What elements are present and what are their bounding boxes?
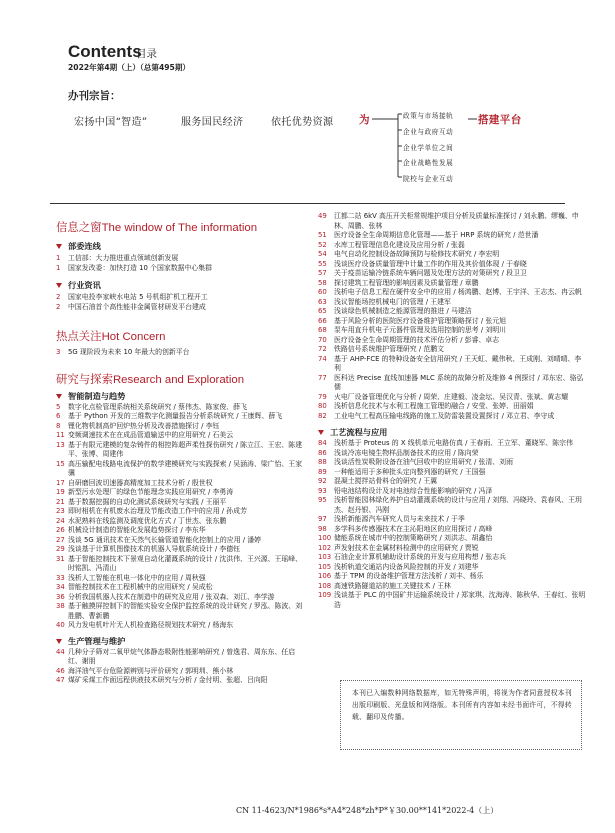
entry-title: 基于 TPM 的设备维护管理方法浅析 / 刘丰、杨乐 (334, 572, 484, 580)
aims-label: 办刊宗旨： (68, 90, 121, 102)
page-number: 74 (318, 354, 327, 363)
page-number: 55 (318, 259, 327, 268)
entry-title: 自研磨回波切速器高精度加工技术分析 / 殷世权 (68, 478, 213, 487)
toc-entry (318, 212, 586, 231)
toc-entry (318, 393, 586, 403)
page-number: 38 (56, 602, 65, 610)
entry-title: 浅析信息化技术与水利工程施工管理的融合 / 安莹、张婷、田丽娟 (334, 402, 534, 410)
toc-entry (56, 621, 306, 631)
page-number: 31 (56, 554, 65, 563)
section-heading-info: 信息之窗The window of The information (56, 222, 258, 234)
list-hot (56, 348, 306, 358)
entry-title: 浅谈基于计算机图像技术的机器人导航系统设计 / 李德钰 (68, 545, 241, 553)
toc-entry (56, 574, 306, 584)
toc-entry (56, 488, 306, 498)
subheading-industry: 行业资讯 (56, 280, 306, 291)
aims-wei: 为 (359, 114, 370, 126)
page-number: 63 (318, 297, 327, 306)
toc-entry (318, 534, 586, 544)
entry-title: 电气自动化控制设备故障预防与检修技术研究 / 李宏明 (334, 250, 500, 258)
toc-entry (56, 593, 306, 603)
page-number: 51 (318, 231, 327, 239)
entry-title: 机械设计制造的智能化发展趋势探讨 / 李东华 (68, 526, 206, 534)
entry-title: 一种能适用于多种批头定向整列器的研究 / 王国强 (334, 467, 486, 476)
page-number: 79 (318, 392, 327, 401)
toc-entry (56, 431, 306, 441)
entry-title: 火电厂设备管理优化与分析 / 周荣、庄建毅、凌金坛、吴汉青、张斌、黄志耀 (334, 392, 569, 401)
triangle-icon (56, 639, 62, 644)
page-number: 54 (318, 250, 327, 258)
page-number: 15 (56, 459, 65, 468)
page-number: 27 (56, 535, 65, 544)
page-number: 58 (318, 278, 327, 287)
list-industry (56, 293, 306, 312)
page-number: 109 (318, 591, 332, 599)
right-column (318, 212, 586, 610)
toc-entry (318, 374, 586, 393)
aims-line3: 依托优势资源 (271, 117, 334, 128)
triangle-icon (56, 283, 62, 288)
toc-entry (318, 553, 586, 563)
page-number: 92 (318, 477, 327, 485)
entry-title: 浅议智能场控机械电门的管理 / 王建军 (334, 297, 451, 306)
entry-title: 中国石油首个高性能非金属管材研发平台建成 (68, 302, 206, 311)
entry-title: 江都二站 6kV 高压开关柜常规维护项目分析及质量标准探讨 / 刘永鹏、缪巍、申林、周鹏、张林 (334, 212, 579, 230)
toc-entry (318, 439, 586, 449)
page-number: 2 (56, 302, 61, 311)
entry-title: 浅析电子信息工程在硬件安全中的应用 / 杨鸿鹏、赵博、王宇洋、王志杰、冉云帆 (334, 288, 582, 296)
entry-title: 基于触摸屏控制下的智能实验安全保护监控系统的设计研究 / 罗泓、陈波、刘胜鹏、曹新鹏 (68, 602, 303, 620)
page-number: 1 (56, 263, 61, 272)
entry-title: 多学科多传感器技术在主沁阳地区的应用探讨 / 高峰 (334, 524, 493, 533)
left-column (56, 221, 306, 686)
page-number: 98 (318, 524, 327, 533)
page-number: 97 (318, 515, 327, 523)
page-number: 105 (318, 562, 332, 571)
triangle-icon (56, 244, 62, 249)
branch-item: 企业与政府互动 (403, 128, 454, 136)
toc-entry (56, 303, 306, 313)
toc-entry (318, 336, 586, 346)
entry-title: 医疗设备全生命周期管理的技术评估分析 / 彭睿、卓志 (334, 335, 500, 344)
toc-entry (318, 288, 586, 298)
page-number: 93 (318, 486, 327, 495)
subheading-production: 生产管理与维护 (56, 636, 306, 647)
page-number: 1 (56, 254, 61, 262)
toc-entry (56, 254, 306, 264)
toc-entry (318, 260, 586, 270)
toc-entry (56, 545, 306, 555)
entry-title: 即时相机在有机废水治理及节能改造工作中的应用 / 孙成芳 (68, 507, 247, 515)
page-title: Contents (68, 42, 142, 61)
list-intelligent (56, 403, 306, 631)
toc-entry (318, 544, 586, 554)
entry-title: 医疗设备全生命周期信息化管理——基于 HRP 系统的研究 / 范世潘 (334, 231, 539, 239)
entry-title: 5G 现阶段为未来 10 年最大的创新平台 (68, 348, 190, 356)
toc-entry (56, 667, 306, 677)
toc-entry (56, 526, 306, 536)
toc-entry (56, 264, 306, 274)
page-number: 95 (318, 496, 327, 504)
triangle-icon (318, 430, 324, 435)
entry-title: 医科达 Precise 直线加速器 MLC 系统的故障分析及维修 4 例探讨 / 邓东宏、骆弘儒 (334, 373, 584, 391)
toc-entry (318, 402, 586, 412)
toc-entry (56, 460, 306, 479)
subheading-intelligent: 智能制造与趋势 (56, 391, 306, 402)
toc-entry (56, 676, 306, 686)
branch-item: 院校与企业互动 (403, 175, 454, 183)
page-number: 23 (56, 507, 65, 515)
entry-title: 泵车用直升机电子元器件管理及选用控制的思考 / 刘明川 (334, 326, 507, 334)
entry-title: 变频调速技术在在成品管道输送中的应用研究 / 石美云 (68, 431, 234, 439)
entry-title: 浅析智能园林绿化养护自动灌溉系统的设计与应用 / 刘翔、冯晓玲、袁春风、王玥杰、赵丹银、冯刚 (334, 496, 582, 514)
page-number: 70 (318, 335, 327, 344)
page-number: 65 (318, 307, 327, 315)
toc-entry (318, 487, 586, 497)
toc-entry (318, 241, 586, 251)
toc-entry (318, 326, 586, 336)
cn-code: CN 11-4623/N*1986*s*A4*248*zh*P*￥30.00**141*2022-4（上） (236, 806, 499, 815)
toc-entry (318, 563, 586, 573)
toc-entry (318, 355, 586, 374)
list-production (56, 648, 306, 686)
toc-entry (56, 412, 306, 422)
page-number: 57 (318, 269, 327, 277)
aims-platform: 搭建平台 (478, 114, 522, 126)
page-number: 86 (318, 448, 327, 457)
toc-entry (318, 317, 586, 327)
page-number: 5 (56, 402, 61, 411)
section-heading-hot: 热点关注Hot Concern (56, 331, 166, 343)
page-number: 80 (318, 402, 327, 410)
page-number: 106 (318, 572, 332, 580)
page-number: 89 (318, 467, 327, 476)
entry-title: 风力发电机叶片无人机检查路径规划技术研究 / 杨海东 (68, 621, 234, 629)
entry-title: 储能系统在城市中的控制策略研究 / 刘洪志、胡鑫怡 (334, 534, 493, 542)
toc-entry (318, 582, 586, 592)
page-number: 24 (56, 516, 65, 525)
entry-title: 基于 AHP-FCE 的特种设备安全信用研究 / 王天虹、戴伟秋、王成刚、刘晴晴、李利 (334, 354, 582, 372)
entry-title: 浅析新能源汽车研究人员与未来技术 / 于季 (334, 515, 465, 523)
page-number: 13 (56, 440, 65, 449)
entry-title: 几种分子筛对二氧甲烷气体静态吸附性能影响研究 / 曾逸君、周东东、任启红、谢朋 (68, 647, 296, 665)
aims-line1: 宏扬中国“智造” (74, 117, 148, 128)
list-maintenance (318, 212, 586, 421)
toc-entry (56, 441, 306, 460)
page-number: 46 (56, 666, 65, 675)
toc-entry (56, 403, 306, 413)
entry-title: 分析我国机器人技术在制造中的研究及应用 / 张双森、刘江、李学游 (68, 592, 275, 601)
page-number: 19 (56, 488, 65, 496)
subheading-process: 工艺流程与应用 (318, 427, 586, 438)
triangle-icon (56, 394, 62, 399)
page-number: 52 (318, 240, 327, 249)
entry-title: 声发射技术在金属材料检测中的应用研究 / 贾锐 (334, 543, 479, 552)
page-number: 84 (318, 439, 327, 447)
page-number: 66 (318, 316, 327, 325)
page-number: 77 (318, 373, 327, 382)
page-title-cn: 目录 (136, 48, 157, 60)
toc-entry (56, 507, 306, 517)
entry-title: 铅电池结构设计及对电池综合性能影响的研究 / 冯泽 (334, 486, 493, 495)
entry-title: 高压输配电线路电流保护的数学建模研究与实践探索 / 吴涵涛、梁广怡、王家骥 (68, 459, 303, 477)
entry-title: 浅析轨道交通站内设备风险控制的开发 / 刘建华 (334, 562, 479, 571)
toc-entry (318, 412, 586, 422)
page-number: 108 (318, 581, 332, 590)
issue-info: 2022年第4期（上）（总第495期） (68, 63, 190, 72)
aims-line2: 服务国民经济 (181, 117, 244, 128)
entry-title: 铁路信号系统维护管理研究 / 范鹏文 (334, 345, 445, 353)
page-number: 40 (56, 621, 65, 629)
entry-title: 智能控制技术在工程机械中的应用研究 / 吴成松 (68, 583, 213, 591)
toc-entry (318, 250, 586, 260)
page-number: 11 (56, 431, 65, 439)
entry-title: 浅谈基于 PLC 的中国矿井运输系统设计 / 郑家琪、沈海涛、陈秋华、王春红、张明浩 (334, 591, 586, 609)
toc-entry (318, 269, 586, 279)
branch-item: 企业战略性发展 (403, 159, 454, 167)
entry-title: 基于风险分析的医院医疗设备维护管理策略探讨 / 张元旭 (334, 316, 507, 325)
page-number: 44 (56, 647, 65, 656)
toc-entry (318, 525, 586, 535)
toc-entry (56, 517, 306, 527)
page-number: 34 (56, 583, 65, 591)
entry-title: 水库工程管理信息化建设及应用分析 / 张磊 (334, 240, 465, 249)
page-number: 3 (56, 348, 61, 356)
page-number: 36 (56, 592, 65, 601)
toc-entry (56, 583, 306, 593)
entry-title: 基于数据挖掘的自动化测试系统研究与实践 / 王丽平 (68, 497, 227, 506)
branch-item: 企业学单位之间 (403, 144, 454, 152)
entry-title: 石油企业计算机辅助设计系统的开发与应用构想 / 张志兵 (334, 553, 507, 561)
toc-entry (56, 422, 306, 432)
toc-entry (56, 293, 306, 303)
page-number: 47 (56, 676, 65, 684)
entry-title: 浅谈活性炭吸附设备在油气回收中的应用研究 / 张清、刘雨 (334, 458, 513, 466)
page-number: 2 (56, 293, 61, 301)
toc-entry (56, 536, 306, 546)
toc-entry (318, 477, 586, 487)
page-number: 88 (318, 458, 327, 466)
toc-entry (318, 572, 586, 582)
entry-title: 锂化物机制高炉回炉热分析及改善措施探讨 / 李钰 (68, 421, 220, 430)
entry-title: 数字化点检管理系统相关系统研究 / 蔡伟杰、陈家俊、薛飞 (68, 402, 247, 411)
subheading-ministry: 部委连线 (56, 241, 306, 252)
page-number: 33 (56, 573, 65, 582)
toc-entry (318, 591, 586, 610)
toc-entry (318, 458, 586, 468)
page-number: 102 (318, 543, 332, 552)
entry-title: 基于智能控制技术下景观自动化灌溉系统的设计 / 沈洪伟、王兴源、王瑶峰、时铭凯、冯清山 (68, 554, 303, 572)
page-number: 17 (56, 478, 65, 487)
page-number: 6 (56, 412, 61, 420)
entry-title: 国家电投李家峡水电站 5 号机组扩机工程开工 (68, 293, 208, 301)
section-heading-research: 研究与探索Research and Exploration (56, 373, 245, 386)
page-number: 49 (318, 212, 327, 220)
entry-title: 工信部：大力推进重点领域创新发展 (68, 254, 179, 262)
page-number: 21 (56, 497, 65, 506)
toc-entry (56, 648, 306, 667)
toc-entry (318, 515, 586, 525)
section-divider (50, 203, 565, 204)
entry-title: 基于有限元建模的复杂铸件的相控阵超声柔性探伤研究 / 陈立江、王宏、陈建平、张博、周建伟 (68, 440, 303, 458)
page-number: 29 (56, 545, 65, 553)
entry-title: 基于 Python 开发的三维数字化测量报告分析系统研究 / 王康辉、薛飞 (68, 412, 283, 420)
entry-title: 浅谈 5G 通讯技术在天然气长输管道智能化控制上的应用 / 潘婷 (68, 535, 262, 544)
toc-entry (56, 555, 306, 574)
page-number: 82 (318, 411, 327, 420)
entry-title: 水泥熟料在线监测及调度优化方式 / 丁世杰、张东鹏 (68, 516, 227, 525)
entry-title: 浅析基于 Proteus 的 X 线机单元电路仿真 / 王春雨、王立军、董晓军、陈宗伟 (334, 439, 573, 447)
toc-entry (56, 498, 306, 508)
toc-entry (56, 348, 306, 358)
page-number: 26 (56, 526, 65, 534)
toc-entry (56, 479, 306, 489)
page-number: 8 (56, 421, 61, 430)
entry-title: 关于疫苗运输冷链系统车辆问题及处理方法的对策研究 / 段卫卫 (334, 269, 527, 277)
entry-title: 浅谈冷冻电镜生物样品制备技术的应用 / 陈向荣 (334, 448, 479, 457)
entry-title: 混凝土搅拌站骨料仓的研究 / 王翼 (334, 477, 438, 485)
toc-entry (318, 496, 586, 515)
entry-title: 国家发改委：加快打造 10 个国家数据中心集群 (68, 263, 213, 272)
page-number: 72 (318, 345, 327, 353)
toc-entry (318, 298, 586, 308)
list-ministry (56, 254, 306, 273)
toc-entry (318, 307, 586, 317)
entry-title: 煤矿采煤工作面远程供液技术研究与分析 / 金付明、张超、吕向阳 (68, 676, 268, 684)
page-number: 68 (318, 326, 327, 334)
toc-entry (56, 602, 306, 621)
page-number: 100 (318, 534, 332, 542)
entry-title: 浅谈医疗设备质量管理中计量工作的作用及其价值体现 / 于春晓 (334, 259, 527, 268)
entry-title: 新型污水处理厂的绿色节能理念实践应用研究 / 李勇涛 (68, 488, 234, 496)
entry-title: 高速铁路隧道站的施工关键技术 / 王林 (334, 581, 451, 590)
branch-item: 政策与市场接轨 (403, 112, 454, 120)
notice-text: 本刊已入编数种网络数据库，如无特殊声明，将视为作者同意授权本刊出版印刷版、光盘版和网络版。本刊所有内容如未经书面许可，不得转载、翻印及传播。 (352, 689, 573, 721)
list-process (318, 439, 586, 610)
page-number: 60 (318, 288, 327, 296)
entry-title: 海洋油气平台危险源辨别与评价研究 / 郭明圳、熊小林 (68, 666, 234, 675)
entry-title: 工业电气工程高压输电线路的施工及防雷装置设置探讨 / 邓立君、李守成 (334, 411, 555, 420)
entry-title: 探讨建筑工程管理的影响因素及质量管理 / 章鹏 (334, 278, 479, 287)
page-number: 103 (318, 553, 332, 561)
toc-entry (318, 468, 586, 478)
toc-entry (318, 279, 586, 289)
toc-entry (318, 345, 586, 355)
toc-entry (318, 449, 586, 459)
toc-entry (318, 231, 586, 241)
entry-title: 浅析人工智能在机电一体化中的应用 / 周秋强 (68, 573, 206, 582)
entry-title: 浅谈绿色机械制造之能源管理的推进 / 马建洁 (334, 307, 472, 315)
